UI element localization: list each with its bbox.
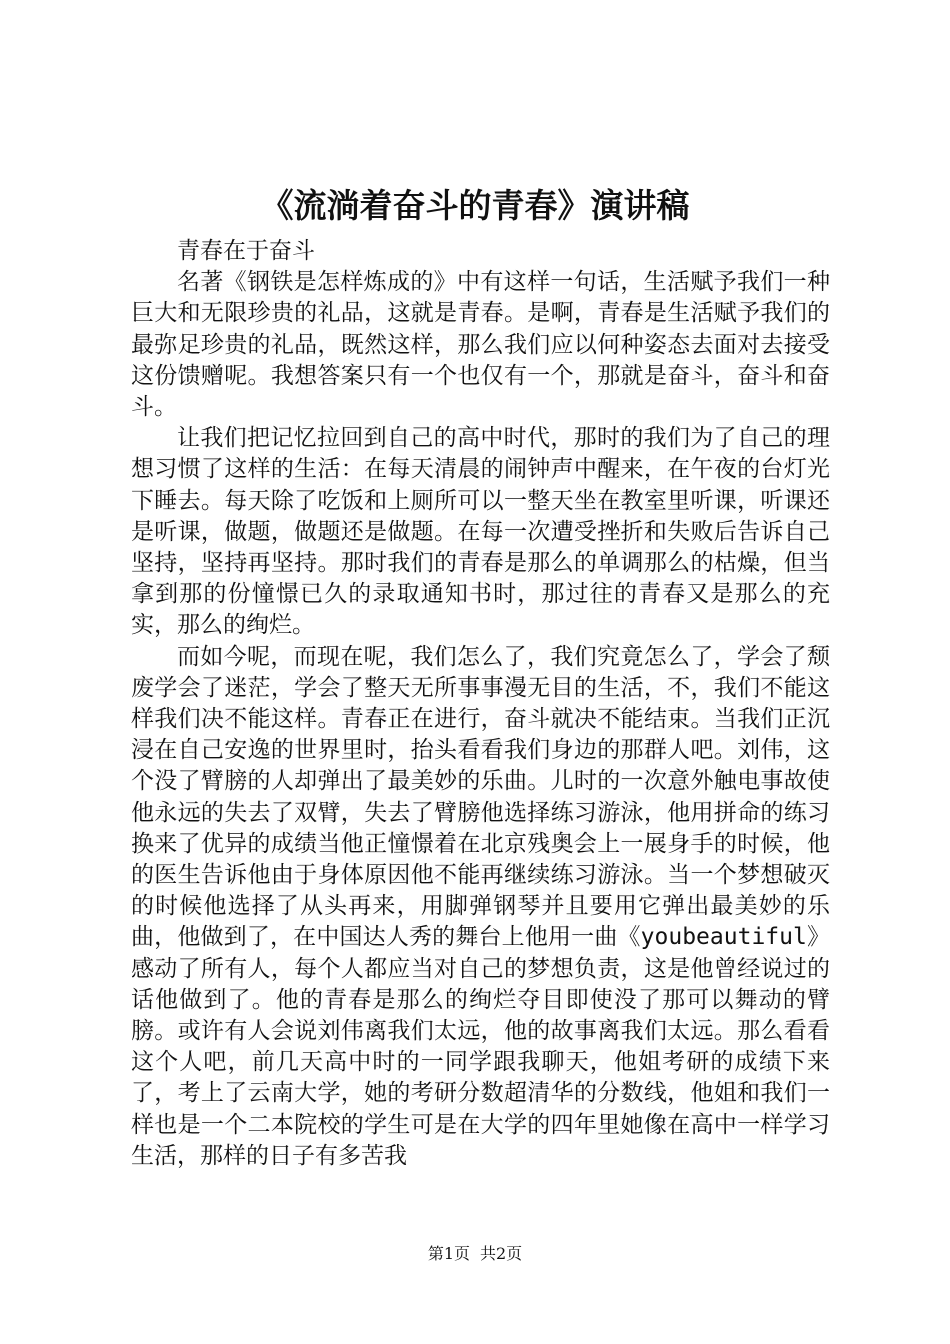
page-total: 共2页	[480, 1244, 523, 1263]
paragraph: 名著《钢铁是怎样炼成的》中有这样一句话，生活赋予我们一种巨大和无限珍贵的礼品，这就是青春。是啊，青春是生活赋予我们的最弥足珍贵的礼品，既然这样，那么我们应以何种姿态去面对去接受这份馈赠呢。我想答案只有一个也仅有一个，那就是奋斗，奋斗和奋斗。	[131, 269, 830, 421]
page-footer	[0, 1243, 950, 1265]
paragraph: 而如今呢，而现在呢，我们怎么了，我们究竟怎么了，学会了颓废学会了迷茫，学会了整天无所事事漫无目的生活，不，我们不能这样我们决不能这样。青春正在进行，奋斗就决不能结束。当我们正沉浸在自己安逸的世界里时，抬头看看我们身边的那群人吧。刘伟，这个没了臂膀的人却弹出了最美妙的乐曲。儿时的一次意外触电事故使他永远的失去了双臂，失去了臂膀他选择练习游泳，他用拼命的练习换来了优异的成绩当他正憧憬着在北京残奥会上一展身手的时候，他的医生告诉他由于身体原因他不能再继续练习游泳。当一个梦想破灭的时候他选择了从头再来，用脚弹钢琴并且要用它弹出最美妙的乐曲，他做到了，在中国达人秀的舞台上他用一曲《youbeautiful》感动了所有人，每个人都应当对自己的梦想负责，这是他曾经说过的话他做到了。他的青春是那么的绚烂夺目即使没了那可以舞动的臂膀。或许有人会说刘伟离我们太远，他的故事离我们太远。那么看看这个人吧，前几天高中时的一同学跟我聊天，他姐考研的成绩下来了，考上了云南大学，她的考研分数超清华的分数线，他姐和我们一样也是一个二本院校的学生可是在大学的四年里她像在高中一样学习生活，那样的日子有多苦我	[131, 643, 830, 1169]
page-number: 第1页	[427, 1244, 470, 1263]
paragraph: 青春在于奋斗	[177, 238, 315, 264]
document-title: 《流淌着奋斗的青春》演讲稿	[260, 186, 690, 225]
paragraph: 让我们把记忆拉回到自己的高中时代，那时的我们为了自己的理想习惯了这样的生活：在每天清晨的闹钟声中醒来，在午夜的台灯光下睡去。每天除了吃饭和上厕所可以一整天坐在教室里听课，听课还是听课，做题，做题还是做题。在每一次遭受挫折和失败后告诉自己坚持，坚持再坚持。那时我们的青春是那么的单调那么的枯燥，但当拿到那的份憧憬已久的录取通知书时，那过往的青春又是那么的充实，那么的绚烂。	[131, 425, 830, 639]
document-body	[131, 236, 830, 1172]
